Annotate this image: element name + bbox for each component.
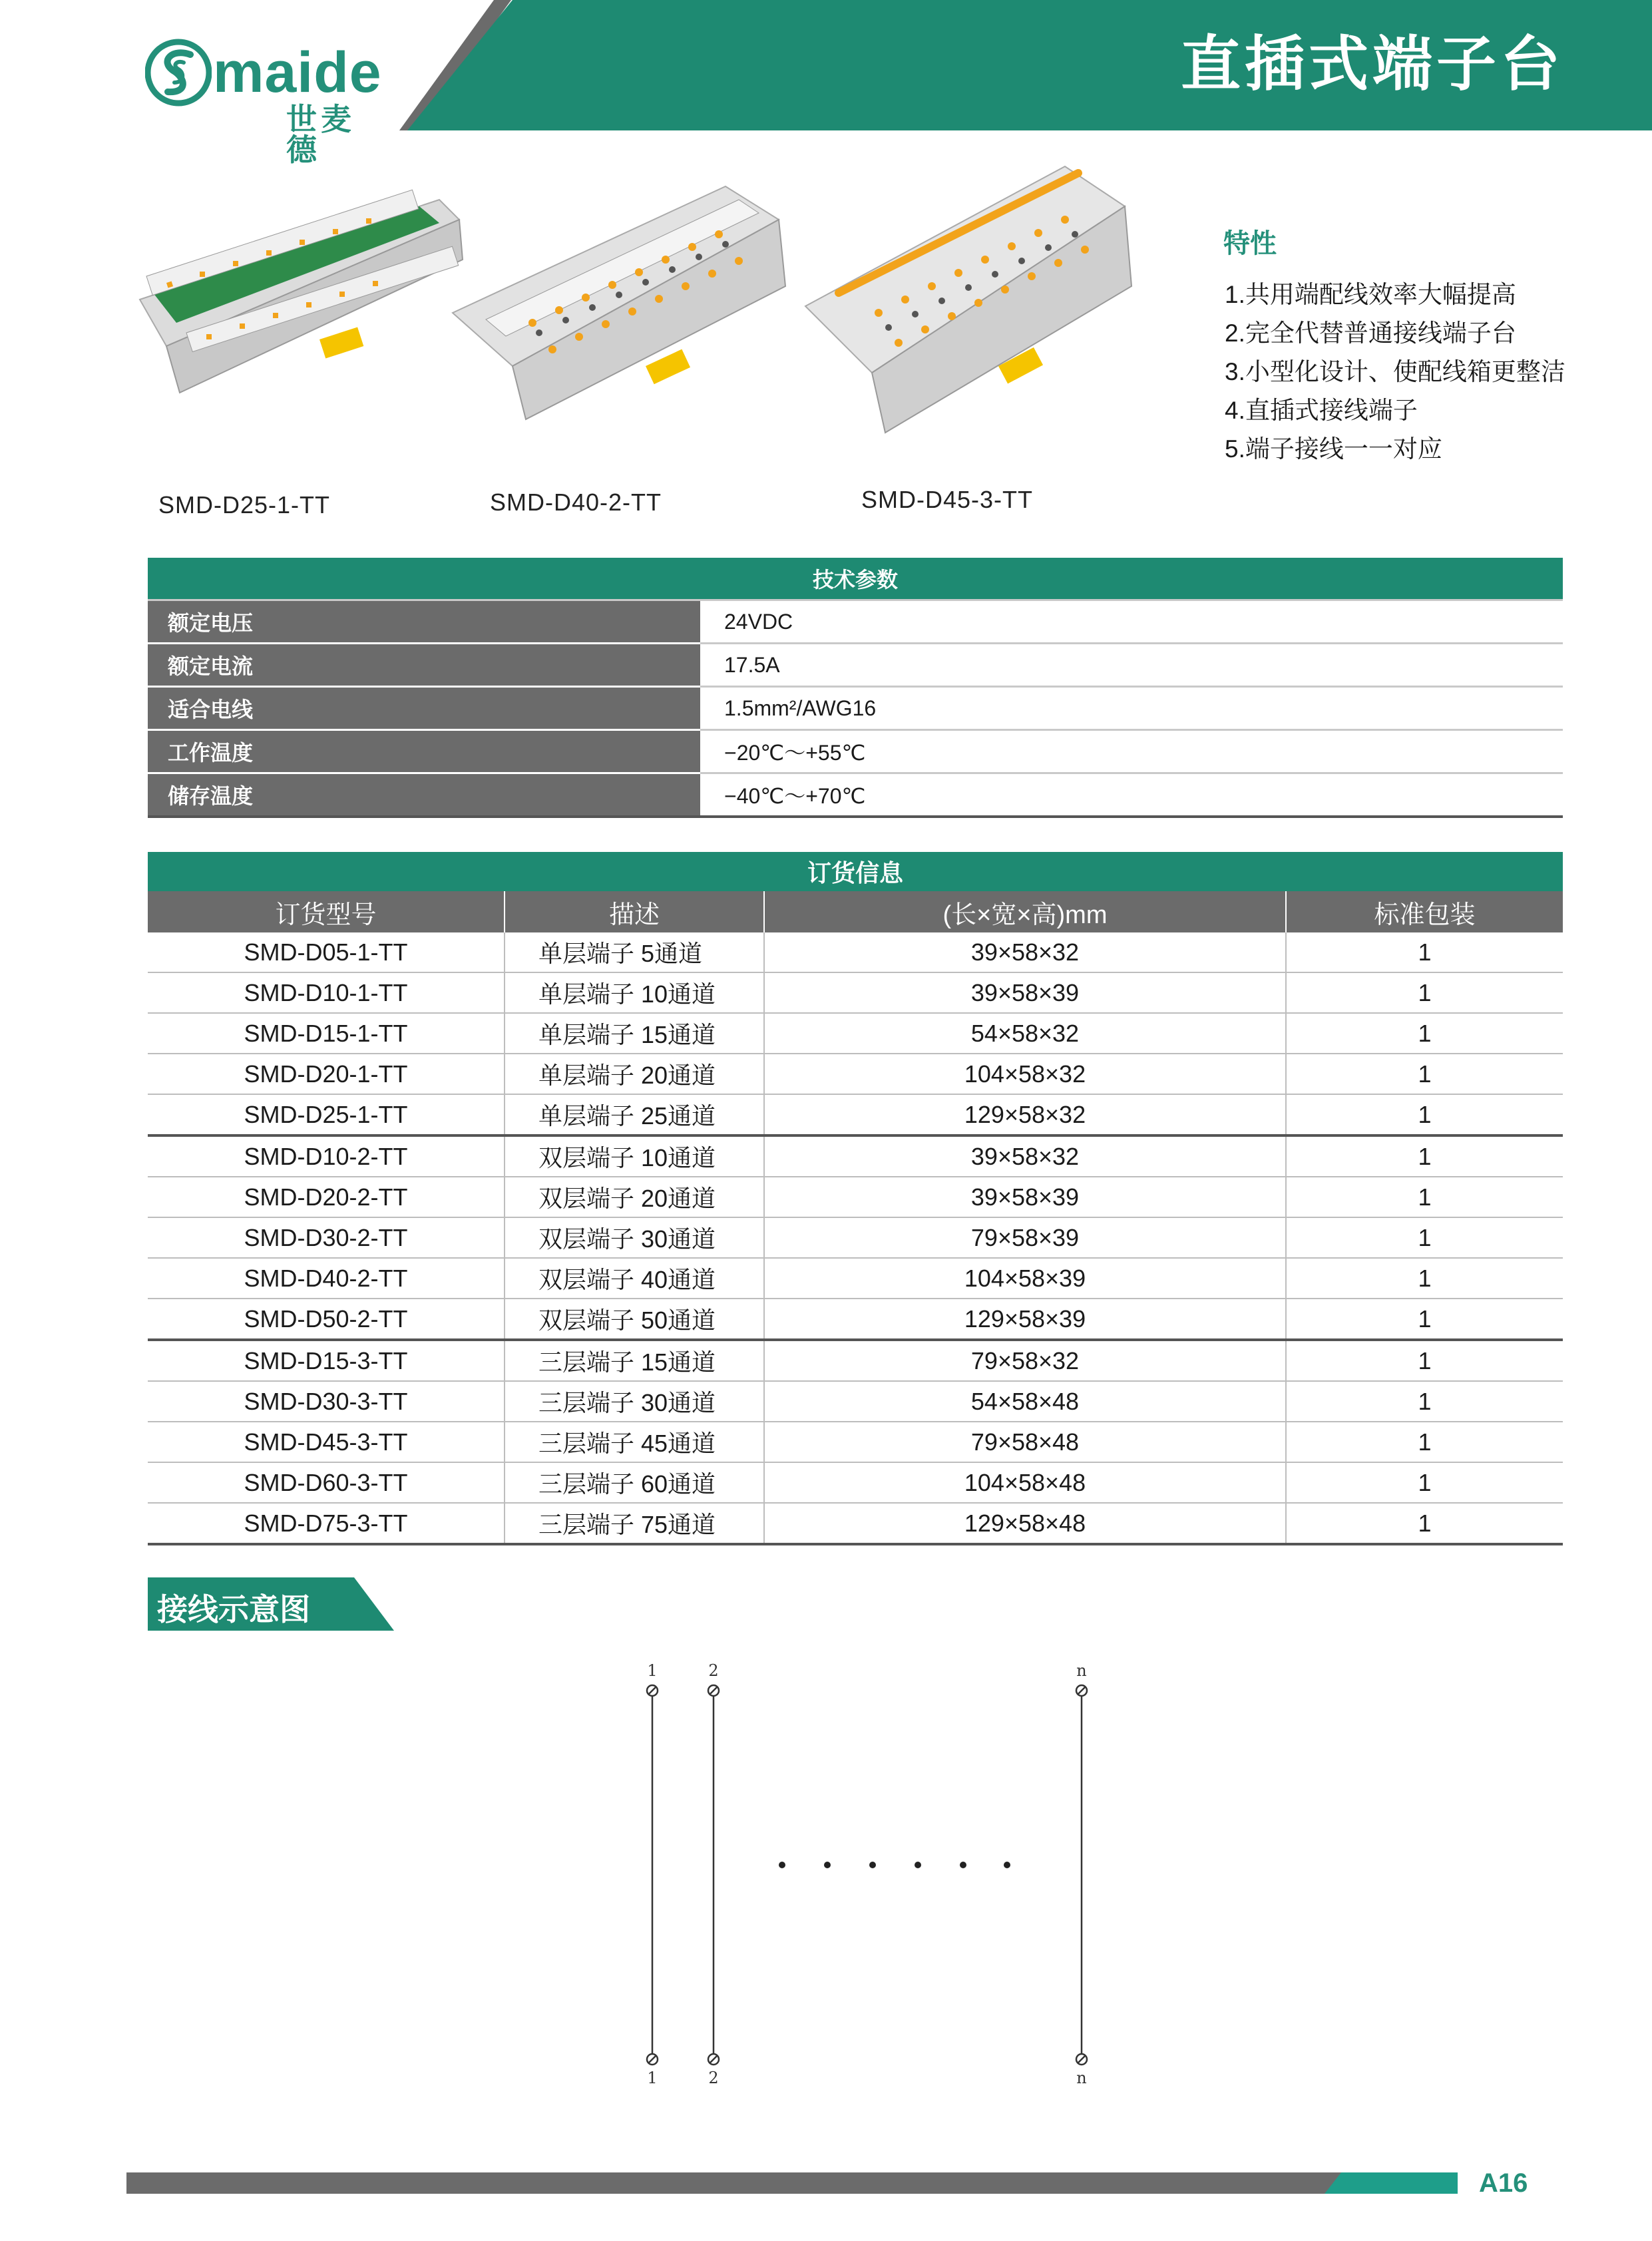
order-table-title: 订货信息 [148, 852, 1563, 891]
spec-row [148, 644, 1563, 687]
order-model-cell: SMD-D20-2-TT [148, 1177, 505, 1217]
order-table [148, 852, 1563, 1545]
product-label-2: SMD-D40-2-TT [490, 489, 662, 516]
page-number: A16 [1479, 2168, 1528, 2198]
order-model-cell: SMD-D10-2-TT [148, 1135, 505, 1177]
table-row [148, 1422, 1563, 1462]
order-model-cell: SMD-D75-3-TT [148, 1503, 505, 1544]
order-description-cell: 双层端子 40通道 [505, 1258, 764, 1299]
order-description-cell: 单层端子 20通道 [505, 1054, 764, 1094]
spec-key: 额定电压 [148, 600, 700, 644]
order-dimensions-cell: 104×58×39 [764, 1258, 1286, 1299]
spec-value: 17.5A [700, 644, 1563, 687]
terminal-top-label: 1 [647, 1661, 658, 1680]
features-title: 特性 [1223, 229, 1277, 258]
ellipsis-dots [779, 1862, 1010, 1868]
order-description-cell: 单层端子 10通道 [505, 972, 764, 1013]
feature-item: 2.完全代替普通接线端子台 [1225, 319, 1516, 347]
order-model-cell: SMD-D40-2-TT [148, 1258, 505, 1299]
spec-value: −40℃～+70℃ [700, 773, 1563, 817]
spec-key: 适合电线 [148, 687, 700, 730]
order-description-cell: 三层端子 60通道 [505, 1462, 764, 1503]
spec-row [148, 773, 1563, 817]
order-package-cell: 1 [1286, 1094, 1563, 1135]
spec-value: −20℃～+55℃ [700, 730, 1563, 773]
order-dimensions-cell: 39×58×39 [764, 1177, 1286, 1217]
logo-wordmark: maide [213, 41, 382, 104]
order-package-cell: 1 [1286, 1462, 1563, 1503]
order-package-cell: 1 [1286, 1422, 1563, 1462]
order-dimensions-cell: 54×58×32 [764, 1013, 1286, 1054]
terminal-bottom-label: 2 [708, 2069, 719, 2087]
order-dimensions-cell: 79×58×39 [764, 1217, 1286, 1258]
order-package-cell: 1 [1286, 1217, 1563, 1258]
order-package-cell: 1 [1286, 1299, 1563, 1340]
terminal-top-label: n [1076, 1661, 1087, 1680]
order-model-cell: SMD-D15-3-TT [148, 1340, 505, 1381]
table-row [148, 1217, 1563, 1258]
order-package-cell: 1 [1286, 1503, 1563, 1544]
table-row [148, 1381, 1563, 1422]
terminal-screw-icon [647, 1685, 658, 1696]
terminal-top-label: 2 [708, 1661, 719, 1680]
feature-item: 3.小型化设计、使配线箱更整洁 [1225, 358, 1565, 385]
terminal-screw-icon [708, 1685, 719, 1696]
table-row [148, 1258, 1563, 1299]
spec-value: 24VDC [700, 600, 1563, 644]
terminal-bottom-label: n [1076, 2069, 1087, 2087]
product-label-3: SMD-D45-3-TT [861, 486, 1034, 513]
order-package-cell: 1 [1286, 1054, 1563, 1094]
spec-row [148, 730, 1563, 773]
order-dimensions-cell: 54×58×48 [764, 1381, 1286, 1422]
feature-item: 4.直插式接线端子 [1225, 397, 1418, 424]
order-package-cell: 1 [1286, 1381, 1563, 1422]
order-description-cell: 单层端子 5通道 [505, 932, 764, 972]
order-package-cell: 1 [1286, 932, 1563, 972]
order-description-cell: 单层端子 25通道 [505, 1094, 764, 1135]
feature-item: 5.端子接线一一对应 [1225, 435, 1442, 463]
features-list [1225, 276, 1565, 469]
order-model-cell: SMD-D15-1-TT [148, 1013, 505, 1054]
order-table-body [148, 932, 1563, 1544]
order-package-cell: 1 [1286, 972, 1563, 1013]
order-description-cell: 双层端子 30通道 [505, 1217, 764, 1258]
order-dimensions-cell: 104×58×32 [764, 1054, 1286, 1094]
table-row [148, 1503, 1563, 1544]
terminal-screw-icon [647, 2054, 658, 2065]
spec-key: 储存温度 [148, 773, 700, 817]
order-package-cell: 1 [1286, 1135, 1563, 1177]
page-title: 直插式端子台 [1181, 31, 1564, 98]
product-image-double-layer [446, 166, 792, 446]
order-package-cell: 1 [1286, 1340, 1563, 1381]
order-description-cell: 三层端子 75通道 [505, 1503, 764, 1544]
spec-key: 额定电流 [148, 644, 700, 687]
order-package-cell: 1 [1286, 1013, 1563, 1054]
order-table-header [148, 891, 1563, 932]
order-description-cell: 双层端子 20通道 [505, 1177, 764, 1217]
table-row [148, 1054, 1563, 1094]
table-row [148, 1094, 1563, 1135]
order-dimensions-cell: 129×58×48 [764, 1503, 1286, 1544]
order-description-cell: 双层端子 10通道 [505, 1135, 764, 1177]
order-model-cell: SMD-D50-2-TT [148, 1299, 505, 1340]
order-model-cell: SMD-D45-3-TT [148, 1422, 505, 1462]
wiring-diagram [599, 1657, 1132, 2097]
logo-chinese-name: 世麦德 [286, 102, 355, 167]
order-dimensions-cell: 39×58×32 [764, 932, 1286, 972]
table-row [148, 1177, 1563, 1217]
order-description-cell: 三层端子 45通道 [505, 1422, 764, 1462]
order-dimensions-cell: 79×58×48 [764, 1422, 1286, 1462]
feature-item: 1.共用端配线效率大幅提高 [1225, 281, 1516, 308]
order-package-cell: 1 [1286, 1177, 1563, 1217]
col-header-model: 订货型号 [148, 891, 505, 932]
col-header-package: 标准包装 [1286, 891, 1563, 932]
spec-table-title: 技术参数 [148, 558, 1563, 600]
product-image-single-layer [126, 160, 473, 439]
order-model-cell: SMD-D25-1-TT [148, 1094, 505, 1135]
order-dimensions-cell: 129×58×32 [764, 1094, 1286, 1135]
table-row [148, 932, 1563, 972]
order-dimensions-cell: 39×58×39 [764, 972, 1286, 1013]
order-description-cell: 三层端子 15通道 [505, 1340, 764, 1381]
spec-value: 1.5mm²/AWG16 [700, 687, 1563, 730]
table-row [148, 1299, 1563, 1340]
spec-table [148, 558, 1563, 818]
table-row [148, 1013, 1563, 1054]
wiring-section-title: 接线示意图 [157, 1592, 310, 1627]
order-description-cell: 单层端子 15通道 [505, 1013, 764, 1054]
col-header-description: 描述 [505, 891, 764, 932]
order-dimensions-cell: 104×58×48 [764, 1462, 1286, 1503]
terminal-screw-icon [1076, 1685, 1087, 1696]
table-row [148, 1462, 1563, 1503]
order-model-cell: SMD-D60-3-TT [148, 1462, 505, 1503]
spec-key: 工作温度 [148, 730, 700, 773]
order-model-cell: SMD-D30-2-TT [148, 1217, 505, 1258]
order-model-cell: SMD-D10-1-TT [148, 972, 505, 1013]
logo-swirl-icon [145, 36, 212, 109]
spec-row [148, 687, 1563, 730]
order-dimensions-cell: 39×58×32 [764, 1135, 1286, 1177]
table-row [148, 1135, 1563, 1177]
col-header-dimensions: (长×宽×高)mm [764, 891, 1286, 932]
order-dimensions-cell: 79×58×32 [764, 1340, 1286, 1381]
order-model-cell: SMD-D20-1-TT [148, 1054, 505, 1094]
footer-bar [126, 2172, 1458, 2194]
table-row [148, 1340, 1563, 1381]
order-model-cell: SMD-D30-3-TT [148, 1381, 505, 1422]
terminal-bottom-label: 1 [647, 2069, 658, 2087]
order-description-cell: 三层端子 30通道 [505, 1381, 764, 1422]
terminal-screw-icon [1076, 2054, 1087, 2065]
order-model-cell: SMD-D05-1-TT [148, 932, 505, 972]
order-package-cell: 1 [1286, 1258, 1563, 1299]
terminal-screw-icon [708, 2054, 719, 2065]
table-row [148, 972, 1563, 1013]
order-description-cell: 双层端子 50通道 [505, 1299, 764, 1340]
spec-row [148, 600, 1563, 644]
order-dimensions-cell: 129×58×39 [764, 1299, 1286, 1340]
product-label-1: SMD-D25-1-TT [158, 491, 331, 518]
brand-logo [145, 32, 385, 167]
product-image-triple-layer [799, 153, 1145, 459]
